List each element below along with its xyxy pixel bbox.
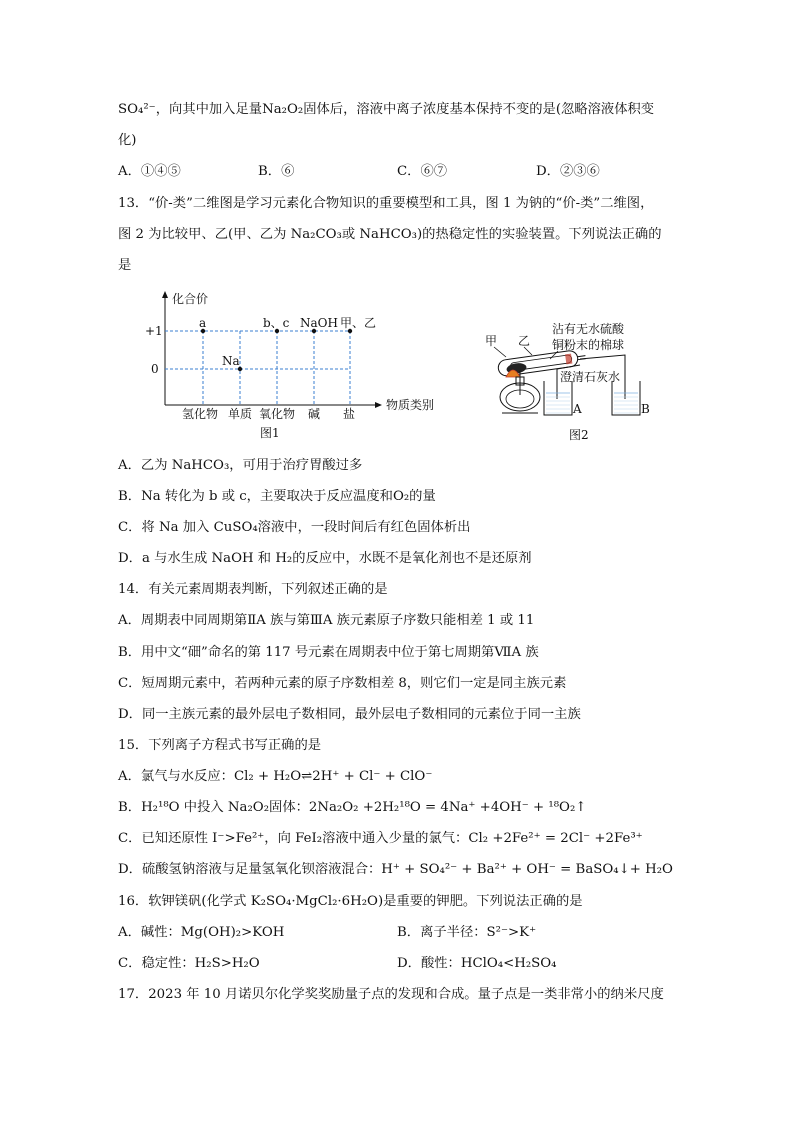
fig1-label-salts: 甲、乙 bbox=[340, 316, 377, 330]
q13-option-c: C．将 Na 加入 CuSO₄溶液中，一段时间后有红色固体析出 bbox=[118, 520, 471, 535]
q14-option-d: D．同一主族元素的最外层电子数相同，最外层电子数相同的元素位于同一主族 bbox=[118, 707, 581, 722]
q12-line2: 化) bbox=[118, 133, 137, 148]
q15-option-b: B．H₂¹⁸O 中投入 Na₂O₂固体：2Na₂O₂ +2H₂¹⁸O = 4Na⁺ +4OH⁻ + ¹⁸O₂↑ bbox=[118, 800, 587, 815]
q12-line1: SO₄²⁻，向其中加入足量Na₂O₂固体后，溶液中离子浓度基本保持不变的是(忽略溶液体积变 bbox=[118, 102, 655, 117]
fig1-cat-base: 碱 bbox=[308, 407, 321, 421]
fig1-cat-hydride: 氢化物 bbox=[182, 407, 219, 421]
fig2-note2: 铜粉末的棉球 bbox=[552, 338, 625, 352]
q16-option-b: B．离子半径：S²⁻>K⁺ bbox=[397, 925, 537, 940]
fig1-label-na: Na bbox=[222, 354, 240, 368]
q13-option-a: A．乙为 NaHCO₃，可用于治疗胃酸过多 bbox=[118, 458, 363, 473]
fig2-note3: 澄清石灰水 bbox=[560, 370, 621, 384]
q14-stem: 14．有关元素周期表判断，下列叙述正确的是 bbox=[118, 582, 388, 597]
fig1-label-a: a bbox=[199, 316, 207, 330]
q13-stem-line1: 13．“价-类”二维图是学习元素化合物知识的重要模型和工具，图 1 为钠的“价-类”二维图， bbox=[118, 196, 654, 211]
q13-option-b: B．Na 转化为 b 或 c，主要取决于反应温度和O₂的量 bbox=[118, 489, 436, 504]
q14-option-c: C．短周期元素中，若两种元素的原子序数相差 8，则它们一定是同主族元素 bbox=[118, 676, 567, 691]
figure-1-valence-chart bbox=[140, 285, 450, 445]
q15-option-d: D．硫酸氢钠溶液与足量氢氧化钡溶液混合：H⁺ + SO₄²⁻ + Ba²⁺ + OH⁻ = BaSO₄↓+ H₂O bbox=[118, 862, 673, 877]
q14-option-b: B．用中文“鿬”命名的第 117 号元素在周期表中位于第七周期第ⅦA 族 bbox=[118, 645, 539, 660]
q15-option-c: C．已知还原性 I⁻>Fe²⁺，向 FeI₂溶液中通入少量的氯气：Cl₂ +2Fe²⁺ = 2Cl⁻ +2Fe³⁺ bbox=[118, 831, 643, 846]
q12-option-b: B．⑥ bbox=[258, 164, 295, 179]
figure-2-apparatus bbox=[480, 315, 680, 445]
fig1-ytick-plus1: +1 bbox=[145, 324, 163, 338]
q16-option-d: D．酸性：HClO₄<H₂SO₄ bbox=[397, 956, 557, 971]
fig1-cat-element: 单质 bbox=[228, 407, 253, 421]
q13-stem-line3: 是 bbox=[118, 258, 132, 273]
fig1-cat-oxide: 氧化物 bbox=[259, 407, 296, 421]
q14-option-a: A．周期表中同周期第ⅡA 族与第ⅢA 族元素原子序数只能相差 1 或 11 bbox=[118, 613, 535, 628]
fig2-note1: 沾有无水硫酸 bbox=[552, 322, 625, 336]
q12-option-c: C．⑥⑦ bbox=[397, 164, 448, 179]
q13-option-d: D．a 与水生成 NaOH 和 H₂的反应中，水既不是氧化剂也不是还原剂 bbox=[118, 551, 532, 566]
fig1-caption: 图1 bbox=[260, 426, 280, 440]
q16-stem: 16．软钾镁矾(化学式 K₂SO₄·MgCl₂·6H₂O)是重要的钾肥。下列说法正确的是 bbox=[118, 894, 583, 909]
fig1-xlabel: 物质类别 bbox=[386, 398, 435, 412]
fig2-beaker-a: A bbox=[573, 402, 582, 416]
q15-option-a: A．氯气与水反应：Cl₂ + H₂O⇌2H⁺ + Cl⁻ + ClO⁻ bbox=[118, 769, 433, 784]
fig1-ytick-0: 0 bbox=[151, 362, 159, 376]
q12-option-d: D．②③⑥ bbox=[536, 164, 600, 179]
q17-stem: 17．2023 年 10 月诺贝尔化学奖奖励量子点的发现和合成。量子点是一类非常小的纳米尺度 bbox=[118, 987, 664, 1002]
q16-option-a: A．碱性：Mg(OH)₂>KOH bbox=[118, 925, 285, 940]
fig1-label-bc: b、c bbox=[263, 316, 290, 330]
q16-option-c: C．稳定性：H₂S>H₂O bbox=[118, 956, 260, 971]
fig2-beaker-b: B bbox=[641, 402, 650, 416]
fig1-label-naoh: NaOH bbox=[300, 316, 338, 330]
fig2-label-jia: 甲 bbox=[485, 334, 498, 348]
fig2-caption: 图2 bbox=[569, 428, 589, 442]
fig1-cat-salt: 盐 bbox=[343, 407, 356, 421]
q15-stem: 15．下列离子方程式书写正确的是 bbox=[118, 738, 322, 753]
q13-stem-line2: 图 2 为比较甲、乙(甲、乙为 Na₂CO₃或 NaHCO₃)的热稳定性的实验装置。下列说法正确的 bbox=[118, 227, 662, 242]
fig1-ylabel: 化合价 bbox=[172, 292, 209, 306]
fig2-label-yi: 乙 bbox=[518, 334, 531, 348]
q12-option-a: A．①④⑤ bbox=[118, 164, 181, 179]
